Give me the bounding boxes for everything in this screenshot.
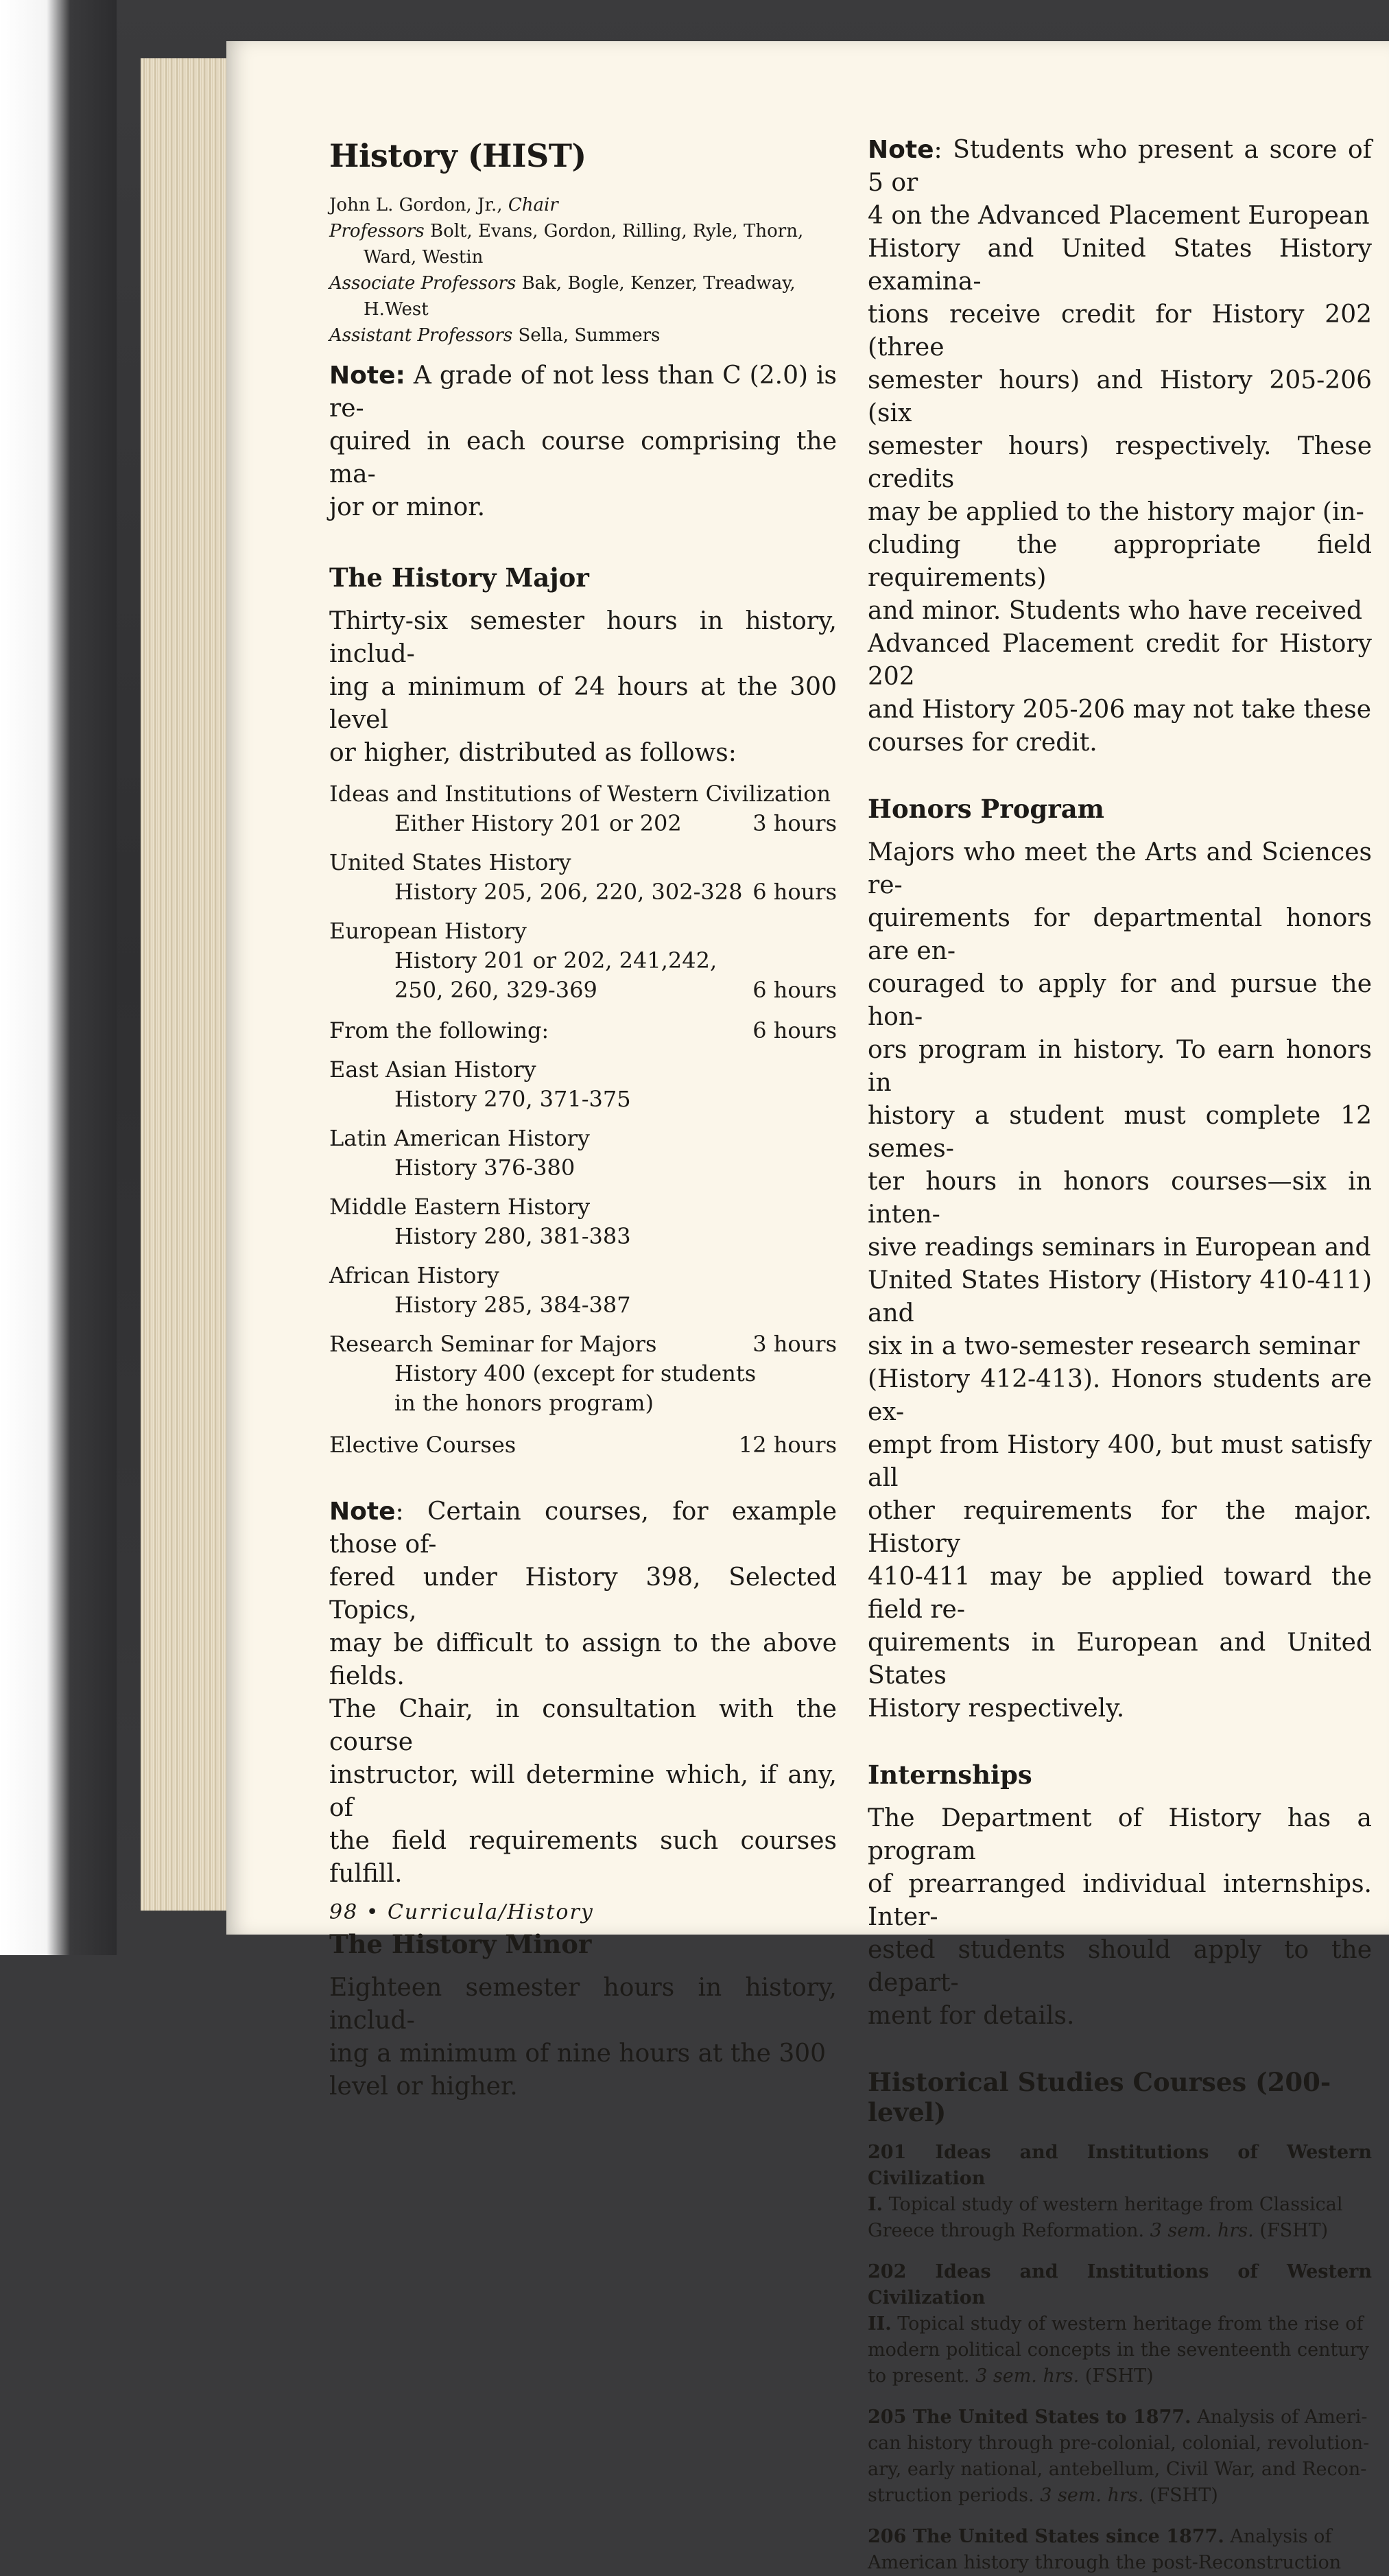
course-hours: 3 sem. hrs. bbox=[975, 2365, 1080, 2387]
req-hours: 6 hours bbox=[752, 879, 837, 905]
note-line: fered under History 398, Selected Topics, bbox=[329, 1563, 837, 1624]
course-title: II. bbox=[868, 2313, 892, 2335]
honors-line: quirements for departmental honors are en- bbox=[868, 904, 1372, 965]
professors-names: Bolt, Evans, Gordon, Rilling, Ryle, Thorn, bbox=[429, 221, 804, 241]
note-line: quired in each course comprising the ma- bbox=[329, 427, 837, 488]
major-intro bbox=[329, 605, 837, 770]
note-line: : Certain courses, for example those of- bbox=[329, 1498, 837, 1559]
course-desc: struction periods. bbox=[868, 2485, 1041, 2506]
req-label: Ideas and Institutions of Western Civilization bbox=[329, 781, 831, 807]
honors-line: (History 412-413). Honors students are ex- bbox=[868, 1365, 1372, 1426]
honors-line: Majors who meet the Arts and Sciences re- bbox=[868, 838, 1372, 899]
honors-line: empt from History 400, but must satisfy all bbox=[868, 1431, 1372, 1492]
req-label: East Asian History bbox=[329, 1056, 536, 1083]
ap-note bbox=[868, 134, 1372, 759]
staff-list bbox=[329, 192, 837, 348]
req-row bbox=[329, 1192, 837, 1222]
note-line: and minor. Students who have received bbox=[868, 597, 1363, 625]
req-row bbox=[329, 1153, 837, 1183]
assistant-names: Sella, Summers bbox=[518, 325, 661, 346]
course-desc: Topical study of western heritage from Classical bbox=[883, 2194, 1343, 2215]
course-code: (FSHT) bbox=[1253, 2220, 1329, 2241]
chair-name: John L. Gordon, Jr., bbox=[329, 195, 503, 215]
req-courses: History 280, 381-383 bbox=[394, 1223, 631, 1249]
honors-line: couraged to apply for and pursue the hon- bbox=[868, 970, 1372, 1031]
req-row bbox=[329, 848, 837, 877]
req-row bbox=[329, 1222, 837, 1251]
req-courses: History 285, 384-387 bbox=[394, 1292, 631, 1318]
honors-line: quirements in European and United States bbox=[868, 1629, 1372, 1690]
note-line: may be difficult to assign to the above fields. bbox=[329, 1629, 837, 1690]
course-desc: American history through the post-Reconstruction bbox=[868, 2552, 1342, 2573]
note-line: may be applied to the history major (in- bbox=[868, 498, 1364, 526]
courses-heading: Historical Studies Courses (200-level) bbox=[868, 2067, 1331, 2127]
note-line: 4 on the Advanced Placement European bbox=[868, 202, 1370, 230]
note-line: instructor, will determine which, if any, of bbox=[329, 1761, 837, 1822]
req-label: United States History bbox=[329, 849, 571, 875]
note-line: and History 205-206 may not take these bbox=[868, 696, 1372, 724]
honors-text bbox=[868, 836, 1372, 1725]
course-title: 206 The United States since 1877. bbox=[868, 2526, 1224, 2547]
req-courses: History 400 (except for students bbox=[394, 1360, 757, 1386]
note-label: Note: bbox=[329, 362, 405, 390]
honors-line: history a student must complete 12 semes- bbox=[868, 1102, 1372, 1163]
book-page bbox=[226, 41, 1389, 2573]
course-title: 205 The United States to 1877. bbox=[868, 2407, 1191, 2428]
course-desc: ary, early national, antebellum, Civil War, and Recon- bbox=[868, 2459, 1367, 2480]
req-hours: 3 hours bbox=[752, 1331, 837, 1357]
note-label: Note bbox=[329, 1498, 396, 1526]
minor-line: ing a minimum of nine hours at the 300 bbox=[329, 2040, 827, 2068]
req-label: Research Seminar for Majors bbox=[329, 1331, 657, 1357]
note-line: tions receive credit for History 202 (three bbox=[868, 300, 1372, 362]
minor-heading: The History Minor bbox=[329, 1929, 592, 1959]
req-courses: History 376-380 bbox=[394, 1155, 575, 1181]
honors-line: ter hours in honors courses—six in inten- bbox=[868, 1168, 1372, 1229]
course-title: 201 Ideas and Institutions of Western Civilization bbox=[868, 2142, 1372, 2189]
course-desc: Analysis of Ameri- bbox=[1191, 2407, 1368, 2428]
honors-line: History respectively. bbox=[868, 1694, 1125, 1723]
req-label: Latin American History bbox=[329, 1125, 590, 1151]
req-row bbox=[329, 1085, 837, 1114]
note-line: The Chair, in consultation with the course bbox=[329, 1695, 837, 1756]
chair-role: Chair bbox=[508, 195, 558, 215]
req-row bbox=[329, 779, 837, 809]
course-entry bbox=[868, 2140, 1372, 2244]
req-row bbox=[329, 1389, 837, 1418]
course-entry bbox=[868, 2259, 1372, 2389]
professors-role: Professors bbox=[329, 221, 425, 241]
req-row bbox=[329, 946, 837, 976]
honors-heading: Honors Program bbox=[868, 794, 1104, 824]
internships-line: ment for details. bbox=[868, 2002, 1075, 2030]
req-courses: History 270, 371-375 bbox=[394, 1086, 631, 1112]
course-desc: Topical study of western heritage from the rise of bbox=[891, 2313, 1364, 2335]
professors-names-cont: Ward, Westin bbox=[364, 247, 484, 268]
req-courses: in the honors program) bbox=[394, 1390, 654, 1416]
req-row bbox=[329, 1290, 837, 1320]
note-line: A grade of not less than C (2.0) is re- bbox=[329, 362, 837, 423]
course-desc: can history through pre-colonial, colonial, revolution- bbox=[868, 2433, 1370, 2454]
req-courses: History 205, 206, 220, 302-328 bbox=[394, 879, 743, 905]
course-desc: Greece through Reformation. bbox=[868, 2220, 1150, 2241]
note-line: : Students who present a score of 5 or bbox=[868, 136, 1372, 197]
req-row bbox=[329, 809, 837, 838]
honors-line: sive readings seminars in European and bbox=[868, 1233, 1371, 1262]
minor-line: level or higher. bbox=[329, 2072, 518, 2101]
req-row bbox=[329, 1261, 837, 1290]
honors-line: ors program in history. To earn honors in bbox=[868, 1036, 1372, 1097]
req-row bbox=[329, 1016, 837, 1045]
note-line: cluding the appropriate field requirements) bbox=[868, 531, 1372, 592]
req-hours: 6 hours bbox=[752, 1017, 837, 1043]
req-label: African History bbox=[329, 1262, 499, 1288]
major-heading: The History Major bbox=[329, 563, 589, 593]
req-courses: 250, 260, 329-369 bbox=[394, 977, 597, 1003]
req-row bbox=[329, 1330, 837, 1359]
course-title: 202 Ideas and Institutions of Western Civilization bbox=[868, 2261, 1372, 2308]
course-hours: 3 sem. hrs. bbox=[1040, 2485, 1144, 2506]
page-footer: 98 • Curricula/History bbox=[329, 1900, 594, 1924]
internships-line: of prearranged individual internships. Inter- bbox=[868, 1870, 1372, 1931]
note-line: the field requirements such courses fulfill. bbox=[329, 1827, 837, 1888]
course-title: I. bbox=[868, 2194, 883, 2215]
major-requirements bbox=[329, 779, 837, 1460]
course-desc: to present. bbox=[868, 2365, 976, 2387]
req-hours: 3 hours bbox=[752, 810, 837, 836]
req-label: From the following: bbox=[329, 1017, 549, 1043]
course-entry bbox=[868, 2524, 1372, 2576]
req-row bbox=[329, 1359, 837, 1389]
intro-line: ing a minimum of 24 hours at the 300 level bbox=[329, 673, 837, 734]
internships-heading: Internships bbox=[868, 1760, 1032, 1790]
associate-names-cont: H.West bbox=[364, 299, 429, 320]
req-row bbox=[329, 1124, 837, 1153]
note-line: semester hours) respectively. These credits bbox=[868, 432, 1372, 493]
intro-line: Thirty-six semester hours in history, includ- bbox=[329, 607, 837, 668]
internships-line: ested students should apply to the depart- bbox=[868, 1936, 1372, 1997]
note-label: Note bbox=[868, 136, 934, 164]
course-code: (FSHT) bbox=[1143, 2485, 1218, 2506]
note-line: jor or minor. bbox=[329, 493, 486, 521]
req-hours: 12 hours bbox=[738, 1432, 837, 1458]
note-line: Advanced Placement credit for History 202 bbox=[868, 630, 1372, 691]
honors-line: six in a two-semester research seminar bbox=[868, 1332, 1360, 1360]
course-code: (FSHT) bbox=[1079, 2365, 1154, 2387]
left-column bbox=[329, 137, 837, 2103]
honors-line: 410-411 may be applied toward the field re- bbox=[868, 1563, 1372, 1624]
req-label: Elective Courses bbox=[329, 1432, 517, 1458]
internships-text bbox=[868, 1802, 1372, 2033]
req-row bbox=[329, 976, 837, 1005]
department-title: History (HIST) bbox=[329, 137, 586, 174]
associate-names: Bak, Bogle, Kenzer, Treadway, bbox=[521, 273, 796, 294]
binder-edge bbox=[0, 0, 117, 1955]
req-row bbox=[329, 917, 837, 946]
intro-line: or higher, distributed as follows: bbox=[329, 739, 737, 767]
grade-note bbox=[329, 359, 837, 524]
req-row bbox=[329, 1055, 837, 1085]
assistant-role: Assistant Professors bbox=[329, 325, 513, 346]
right-column bbox=[868, 134, 1372, 2576]
course-entry bbox=[868, 2404, 1372, 2509]
req-courses: History 201 or 202, 241,242, bbox=[394, 947, 717, 973]
course-desc: Analysis of bbox=[1224, 2526, 1332, 2547]
req-row bbox=[329, 877, 837, 907]
course-desc: modern political concepts in the seventeenth century bbox=[868, 2339, 1369, 2361]
course-hours: 3 sem. hrs. bbox=[1150, 2220, 1254, 2241]
note-line: History and United States History examina- bbox=[868, 235, 1372, 296]
req-courses: Either History 201 or 202 bbox=[394, 810, 682, 836]
field-note bbox=[329, 1496, 837, 1891]
note-line: courses for credit. bbox=[868, 729, 1097, 757]
minor-text bbox=[329, 1972, 837, 2103]
req-label: European History bbox=[329, 918, 527, 944]
req-hours: 6 hours bbox=[752, 977, 837, 1003]
req-row bbox=[329, 1430, 837, 1460]
honors-line: United States History (History 410-411) and bbox=[868, 1266, 1372, 1327]
honors-line: other requirements for the major. History bbox=[868, 1497, 1372, 1558]
note-line: semester hours) and History 205-206 (six bbox=[868, 366, 1372, 427]
req-label: Middle Eastern History bbox=[329, 1194, 591, 1220]
associate-role: Associate Professors bbox=[329, 273, 517, 294]
minor-line: Eighteen semester hours in history, includ- bbox=[329, 1974, 837, 2035]
internships-line: The Department of History has a program bbox=[868, 1804, 1372, 1865]
